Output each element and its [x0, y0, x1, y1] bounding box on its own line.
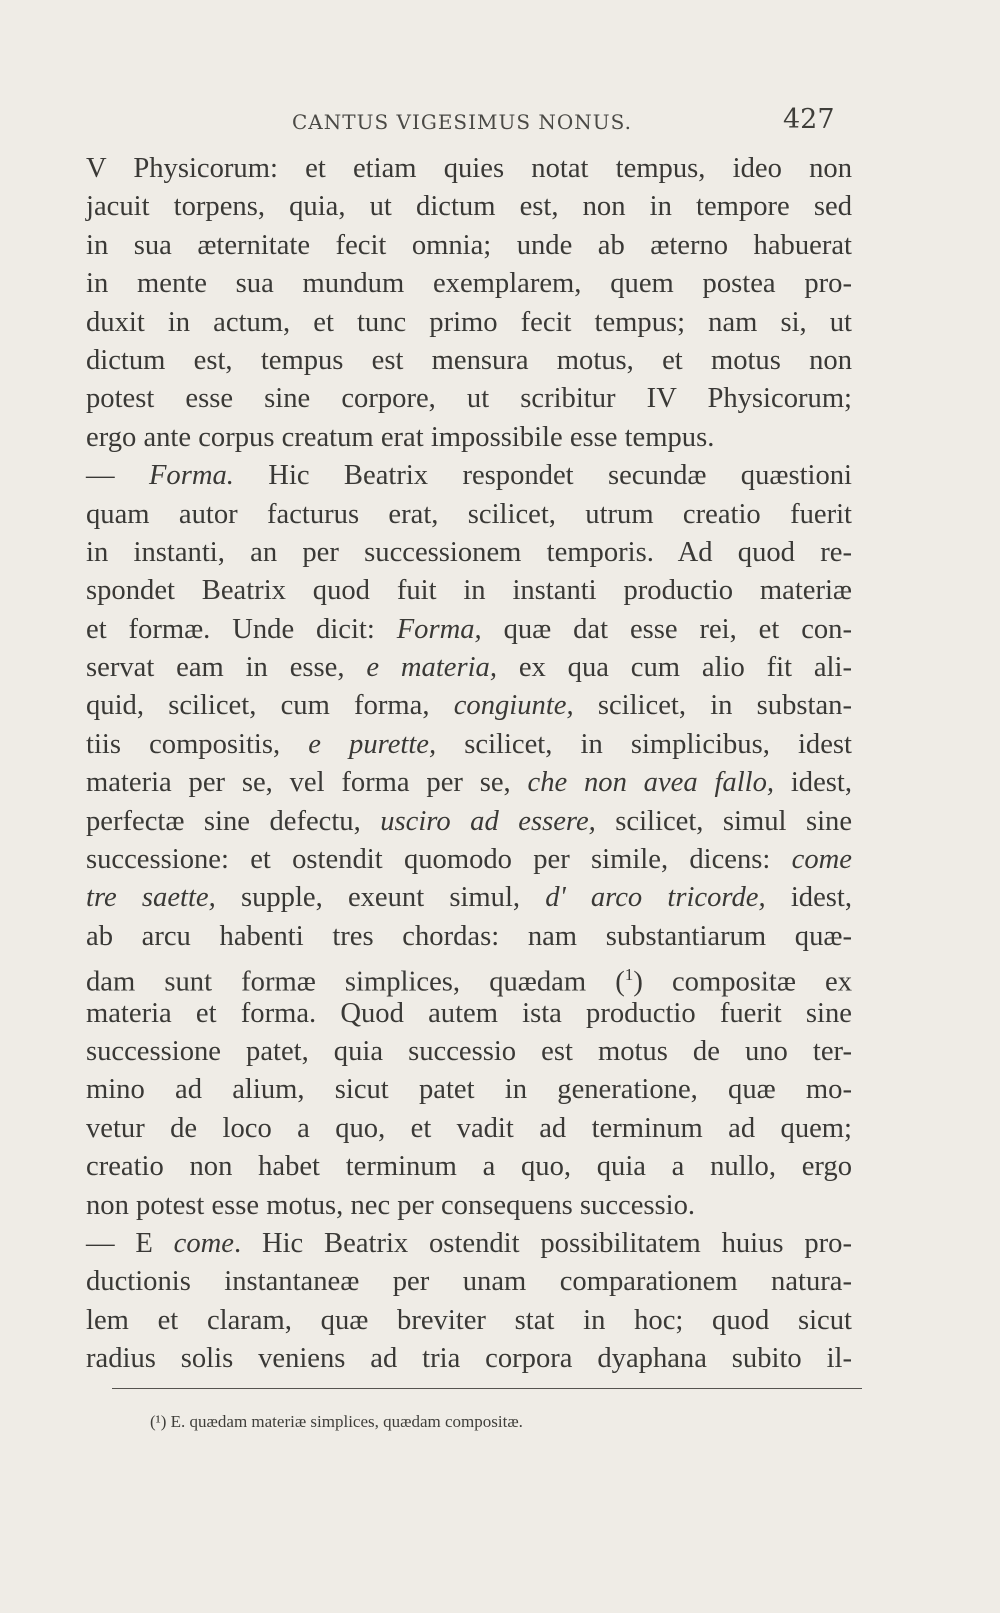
text-line: — Forma. Hic Beatrix respondet secundæ quæstioni	[86, 460, 853, 492]
text-line: duxit in actum, et tunc primo fecit tempus; nam si, ut	[86, 306, 852, 338]
running-head	[0, 104, 1000, 144]
text-line: quam autor facturus erat, scilicet, utrum creatio fuerit	[86, 498, 852, 530]
text-line: dam sunt formæ simplices, quædam ($^1$) compositæ ex	[86, 965, 852, 998]
text-line: ab arcu habenti tres chordas: nam substantiarum quæ-	[86, 920, 852, 952]
text-line: et formæ. Unde dicit: Forma, quæ dat esse rei, et con-	[86, 613, 852, 645]
text-line: creatio non habet terminum a quo, quia a nullo, ergo	[86, 1151, 852, 1183]
text-line: successione patet, quia successio est motus de uno ter-	[86, 1035, 852, 1067]
commentary-text	[86, 150, 852, 1379]
text-line: radius solis veniens ad tria corpora dyaphana subito il-	[86, 1343, 852, 1375]
text-line: V Physicorum: et etiam quies notat tempus, ideo non	[86, 153, 852, 184]
text-line: in mente sua mundum exemplarem, quem postea pro-	[86, 268, 852, 300]
text-line: ergo ante corpus creatum erat impossibile esse tempus.	[86, 421, 715, 453]
page-number: 427	[783, 104, 835, 135]
text-line: ductionis instantaneæ per unam comparationem natura-	[86, 1266, 852, 1298]
text-line: vetur de loco a quo, et vadit ad terminum ad quem;	[86, 1112, 852, 1144]
text-line: in instanti, an per successionem temporis. Ad quod re-	[86, 536, 852, 568]
text-line: dictum est, tempus est mensura motus, et motus non	[86, 344, 852, 376]
text-line: jacuit torpens, quia, ut dictum est, non in tempore sed	[86, 191, 852, 223]
text-line: successione: et ostendit quomodo per simile, dicens: come	[86, 844, 852, 876]
text-line: lem et claram, quæ breviter stat in hoc; quod sicut	[86, 1304, 852, 1336]
text-line: servat eam in esse, e materia, ex qua cum alio fit ali-	[86, 652, 852, 684]
text-line: non potest esse motus, nec per consequens successio.	[86, 1189, 696, 1221]
text-line: mino ad alium, sicut patet in generatione, quæ mo-	[86, 1074, 852, 1106]
text-line: materia et forma. Quod autem ista productio fuerit sine	[86, 997, 852, 1029]
footnote-rule	[112, 1388, 862, 1389]
footnote: (¹) E. quædam materiæ simplices, quædam compositæ.	[150, 1412, 523, 1431]
running-title: CANTUS VIGESIMUS NONUS.	[292, 110, 633, 134]
text-line: in sua æternitate fecit omnia; unde ab æterno habuerat	[86, 229, 852, 261]
text-line: potest esse sine corpore, ut scribitur IV Physicorum;	[86, 383, 852, 415]
text-line: — E come. Hic Beatrix ostendit possibilitatem huius pro-	[86, 1227, 852, 1259]
text-line: spondet Beatrix quod fuit in instanti productio materiæ	[86, 575, 852, 607]
text-line: quid, scilicet, cum forma, congiunte, scilicet, in substan-	[86, 690, 852, 722]
text-line: materia per se, vel forma per se, che non avea fallo, idest,	[86, 767, 852, 799]
text-line: tre saette, supple, exeunt simul, d' arco tricorde, idest,	[86, 882, 852, 914]
text-line: perfectæ sine defectu, usciro ad essere, scilicet, simul sine	[86, 805, 853, 837]
text-line: tiis compositis, e purette, scilicet, in simplicibus, idest	[86, 728, 852, 760]
